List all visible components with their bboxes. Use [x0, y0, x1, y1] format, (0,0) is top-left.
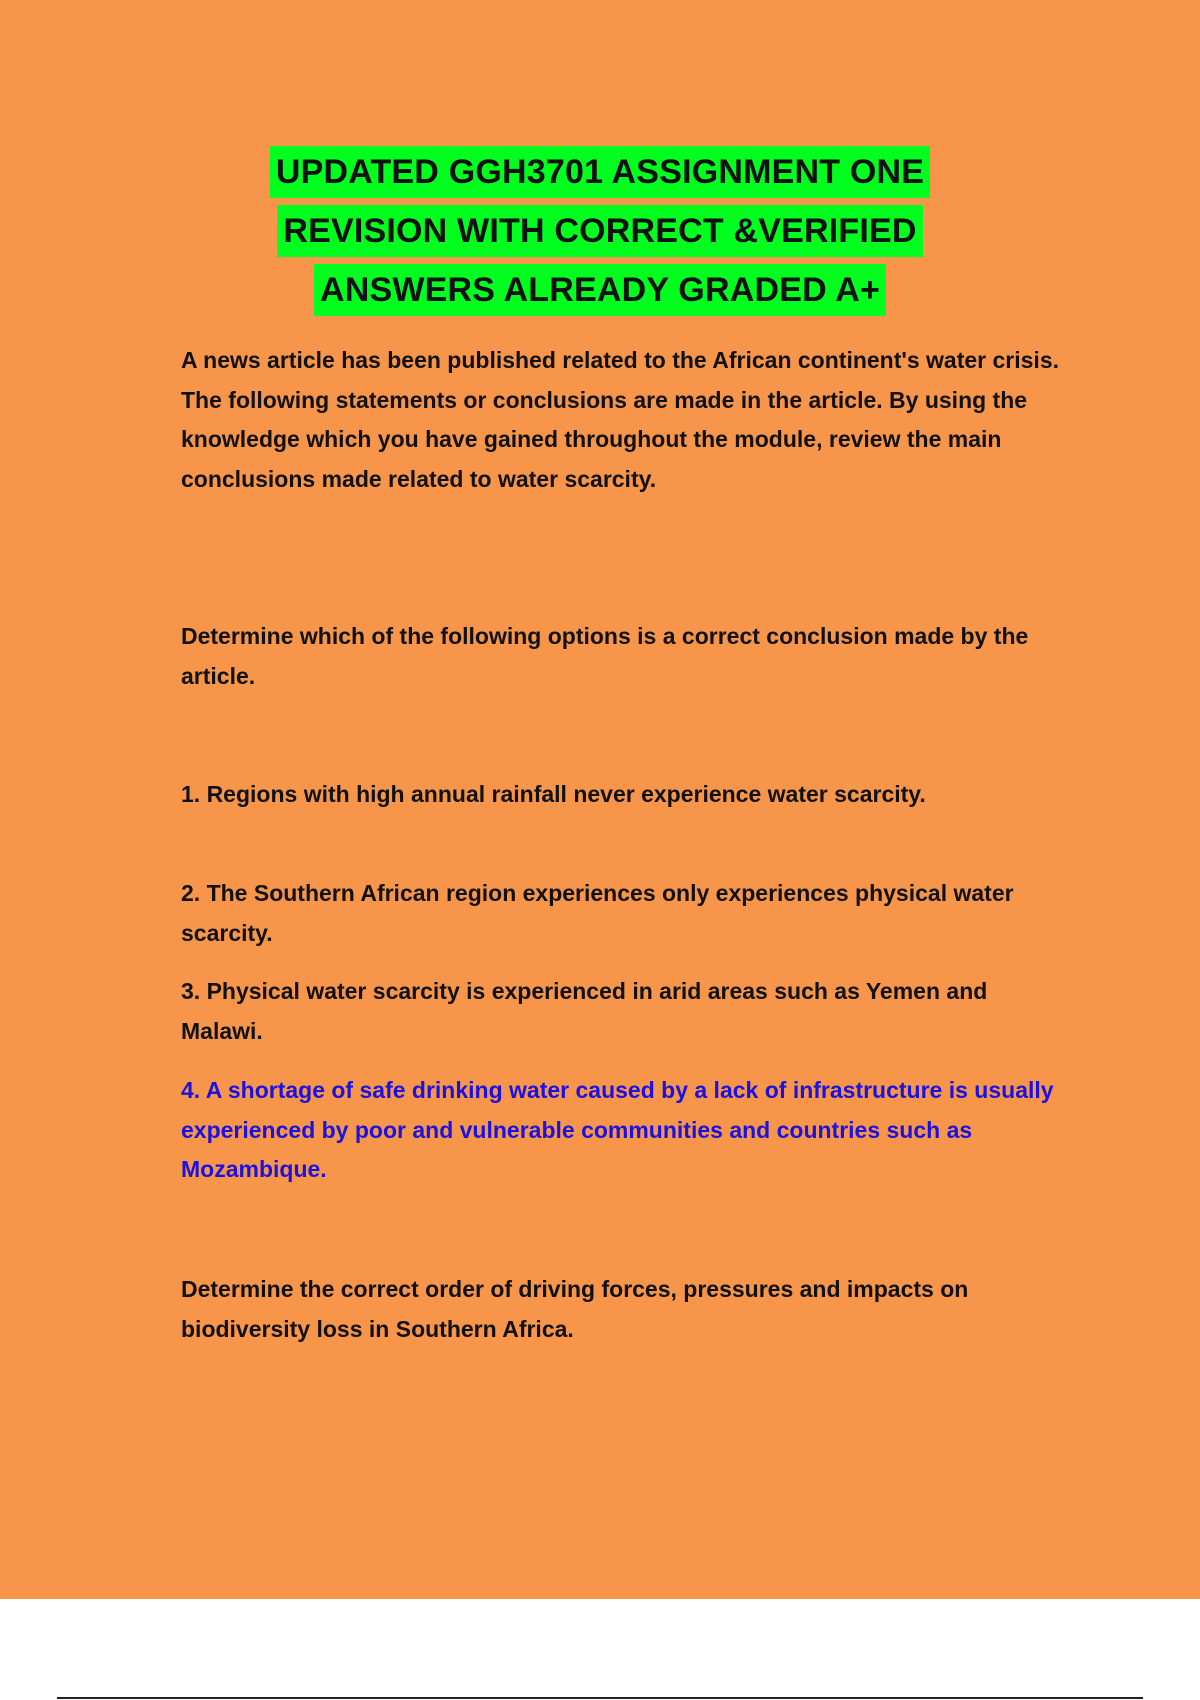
footer-rule	[57, 1697, 1143, 1699]
document-title	[0, 146, 1200, 323]
question-2: Determine the correct order of driving forces, pressures and impacts on biodiversity loss in Southern Africa.	[181, 1276, 969, 1342]
title-line-1: UPDATED GGH3701 ASSIGNMENT ONE	[270, 146, 930, 198]
option-3: 3. Physical water scarcity is experienced in arid areas such as Yemen and Malawi.	[181, 978, 988, 1044]
intro-paragraph: A news article has been published related to the African continent's water crisis. The following statements or conclusions are made in the article. By using the knowledge which you have gained throughout the module, review the main conclusions made related to water scarcity.	[181, 347, 1059, 492]
title-line-2: REVISION WITH CORRECT &VERIFIED	[277, 205, 922, 257]
option-2: 2. The Southern African region experiences only experiences physical water scarcity.	[181, 880, 1014, 946]
question-1: Determine which of the following options is a correct conclusion made by the article.	[181, 623, 1029, 689]
option-1: 1. Regions with high annual rainfall never experience water scarcity.	[181, 781, 926, 807]
title-line-3: ANSWERS ALREADY GRADED A+	[314, 264, 886, 316]
option-4-correct-answer: 4. A shortage of safe drinking water caused by a lack of infrastructure is usually experienced by poor and vulnerable communities and countries such as Mozambique.	[181, 1077, 1054, 1182]
